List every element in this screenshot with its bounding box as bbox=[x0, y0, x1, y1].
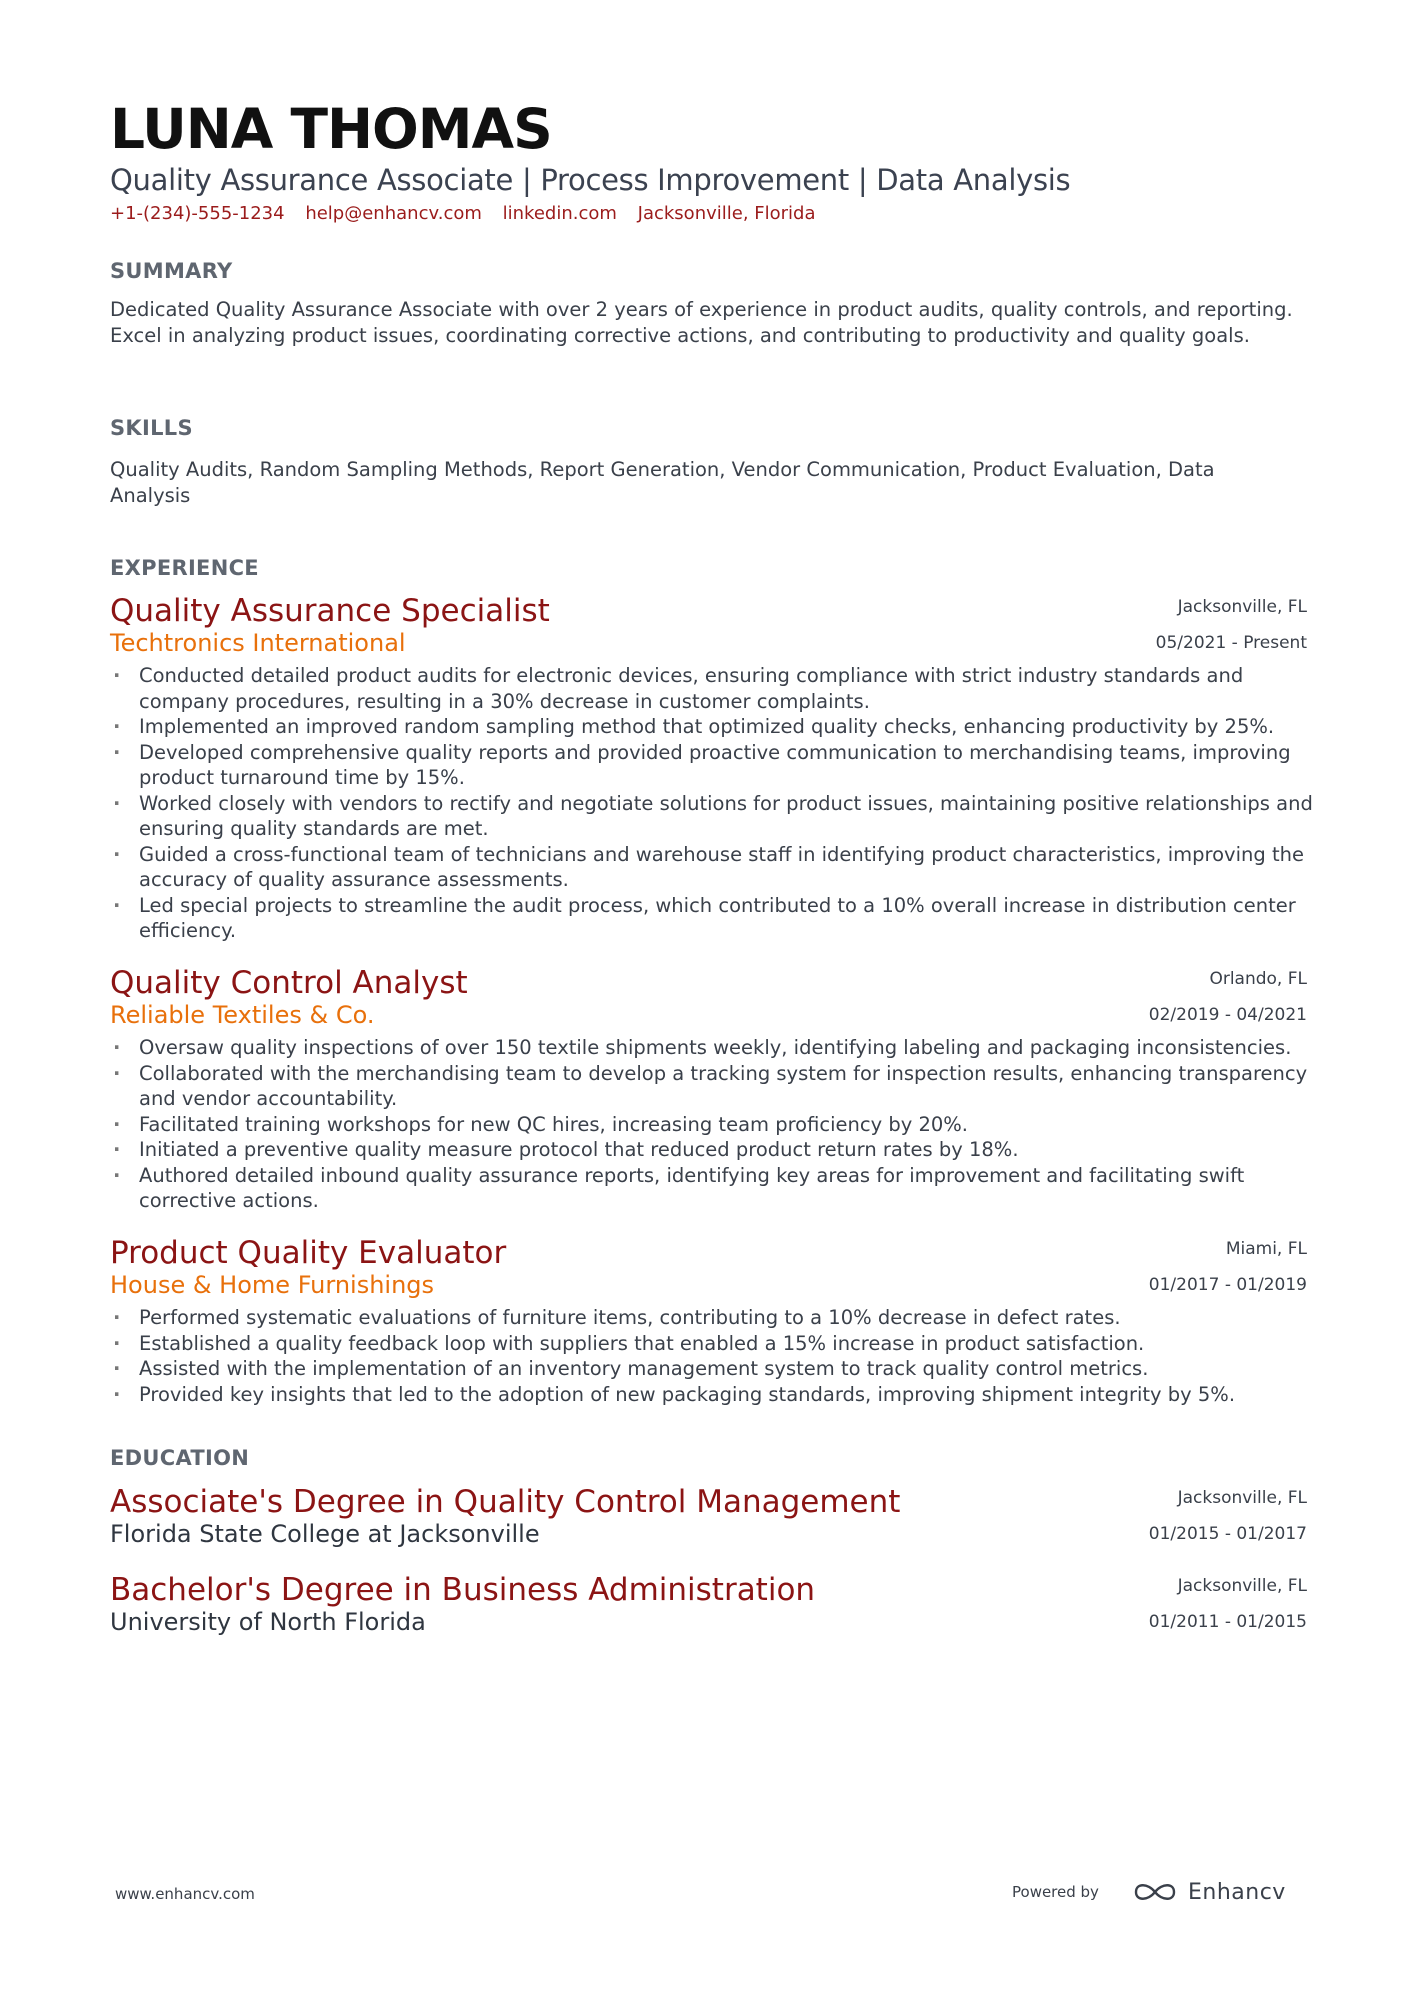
job-bullets bbox=[110, 1035, 1320, 1214]
job-company: House & Home Furnishings bbox=[110, 1271, 435, 1299]
footer-website-link[interactable]: www.enhancv.com bbox=[115, 1885, 255, 1903]
bullet-item: · Initiated a preventive quality measure protocol that reduced product return rates by 18%. bbox=[110, 1137, 1320, 1163]
job-location: Jacksonville, FL bbox=[1177, 597, 1307, 617]
contact-line bbox=[110, 202, 831, 226]
education-school: University of North Florida bbox=[110, 1608, 426, 1636]
location-text: Jacksonville, Florida bbox=[637, 203, 816, 224]
bullet-item: · Performed systematic evaluations of furniture items, contributing to a 10% decrease in defect rates. bbox=[110, 1305, 1320, 1331]
education-dates: 01/2015 - 01/2017 bbox=[1148, 1524, 1307, 1544]
bullet-item: · Oversaw quality inspections of over 150 textile shipments weekly, identifying labeling and packaging inconsistencies. bbox=[110, 1035, 1320, 1061]
summary-heading: SUMMARY bbox=[110, 259, 233, 283]
education-degree: Bachelor's Degree in Business Administration bbox=[110, 1572, 816, 1608]
bullet-item: · Implemented an improved random sampling method that optimized quality checks, enhancing productivity by 25%. bbox=[110, 714, 1320, 740]
phone-link[interactable]: +1-(234)-555-1234 bbox=[110, 203, 285, 224]
job-company: Techtronics International bbox=[110, 629, 406, 657]
skills-text: Quality Audits, Random Sampling Methods, Report Generation, Vendor Communication, Product Evaluation, Data Analysis bbox=[110, 458, 1215, 507]
education-entry bbox=[110, 1482, 1307, 1552]
experience-heading: EXPERIENCE bbox=[110, 556, 259, 580]
bullet-item: · Established a quality feedback loop with suppliers that enabled a 15% increase in product satisfaction. bbox=[110, 1331, 1320, 1357]
job-title: Quality Control Analyst bbox=[110, 965, 468, 1001]
job-title: Product Quality Evaluator bbox=[110, 1235, 507, 1271]
education-heading: EDUCATION bbox=[110, 1446, 250, 1470]
powered-by-label: Powered by bbox=[1012, 1883, 1099, 1901]
bullet-item: · Conducted detailed product audits for electronic devices, ensuring compliance with strict industry standards and company procedures, resulting in a 30% decrease in customer complaints. bbox=[110, 663, 1320, 714]
job-dates: 02/2019 - 04/2021 bbox=[1148, 1005, 1307, 1025]
bullet-item: · Guided a cross-functional team of technicians and warehouse staff in identifying product characteristics, improving the accuracy of quality assurance assessments. bbox=[110, 842, 1320, 893]
education-entry bbox=[110, 1570, 1307, 1640]
bullet-item: · Provided key insights that led to the adoption of new packaging standards, improving shipment integrity by 5%. bbox=[110, 1382, 1320, 1408]
headline-title: Quality Assurance Associate | Process Improvement | Data Analysis bbox=[110, 163, 1071, 197]
summary-text: Dedicated Quality Assurance Associate with over 2 years of experience in product audits, quality controls, and reporting. Excel in analyzing product issues, coordinating corrective actions, and contributing to productivity and quality goals. bbox=[110, 298, 1293, 347]
bullet-item: · Developed comprehensive quality reports and provided proactive communication to merchandising teams, improving product turnaround time by 15%. bbox=[110, 740, 1320, 791]
education-dates: 01/2011 - 01/2015 bbox=[1148, 1612, 1307, 1632]
education-location: Jacksonville, FL bbox=[1177, 1576, 1307, 1596]
bullet-item: · Assisted with the implementation of an inventory management system to track quality control metrics. bbox=[110, 1356, 1320, 1382]
candidate-name: LUNA THOMAS bbox=[110, 97, 552, 161]
job-location: Miami, FL bbox=[1225, 1239, 1307, 1259]
bullet-item: · Facilitated training workshops for new QC hires, increasing team proficiency by 20%. bbox=[110, 1112, 1320, 1138]
education-school: Florida State College at Jacksonville bbox=[110, 1520, 540, 1548]
enhancv-brand[interactable] bbox=[1132, 1872, 1286, 1912]
job-dates: 01/2017 - 01/2019 bbox=[1148, 1275, 1307, 1295]
job-title: Quality Assurance Specialist bbox=[110, 593, 550, 629]
job-location: Orlando, FL bbox=[1209, 969, 1307, 989]
education-degree: Associate's Degree in Quality Control Management bbox=[110, 1484, 901, 1520]
brand-name: Enhancv bbox=[1188, 1879, 1286, 1905]
job-bullets bbox=[110, 1305, 1320, 1407]
bullet-item: · Led special projects to streamline the audit process, which contributed to a 10% overall increase in distribution center efficiency. bbox=[110, 893, 1320, 944]
skills-heading: SKILLS bbox=[110, 416, 193, 440]
bullet-item: · Collaborated with the merchandising team to develop a tracking system for inspection results, enhancing transparency and vendor accountability. bbox=[110, 1061, 1320, 1112]
job-bullets bbox=[110, 663, 1320, 944]
email-link[interactable]: help@enhancv.com bbox=[305, 203, 482, 224]
bullet-item: · Worked closely with vendors to rectify and negotiate solutions for product issues, maintaining positive relationships and ensuring quality standards are met. bbox=[110, 791, 1320, 842]
job-dates: 05/2021 - Present bbox=[1155, 633, 1307, 653]
enhancv-logo-icon bbox=[1132, 1879, 1178, 1905]
linkedin-link[interactable]: linkedin.com bbox=[502, 203, 617, 224]
job-company: Reliable Textiles & Co. bbox=[110, 1001, 375, 1029]
bullet-item: · Authored detailed inbound quality assurance reports, identifying key areas for improvement and facilitating swift corrective actions. bbox=[110, 1163, 1320, 1214]
education-location: Jacksonville, FL bbox=[1177, 1488, 1307, 1508]
